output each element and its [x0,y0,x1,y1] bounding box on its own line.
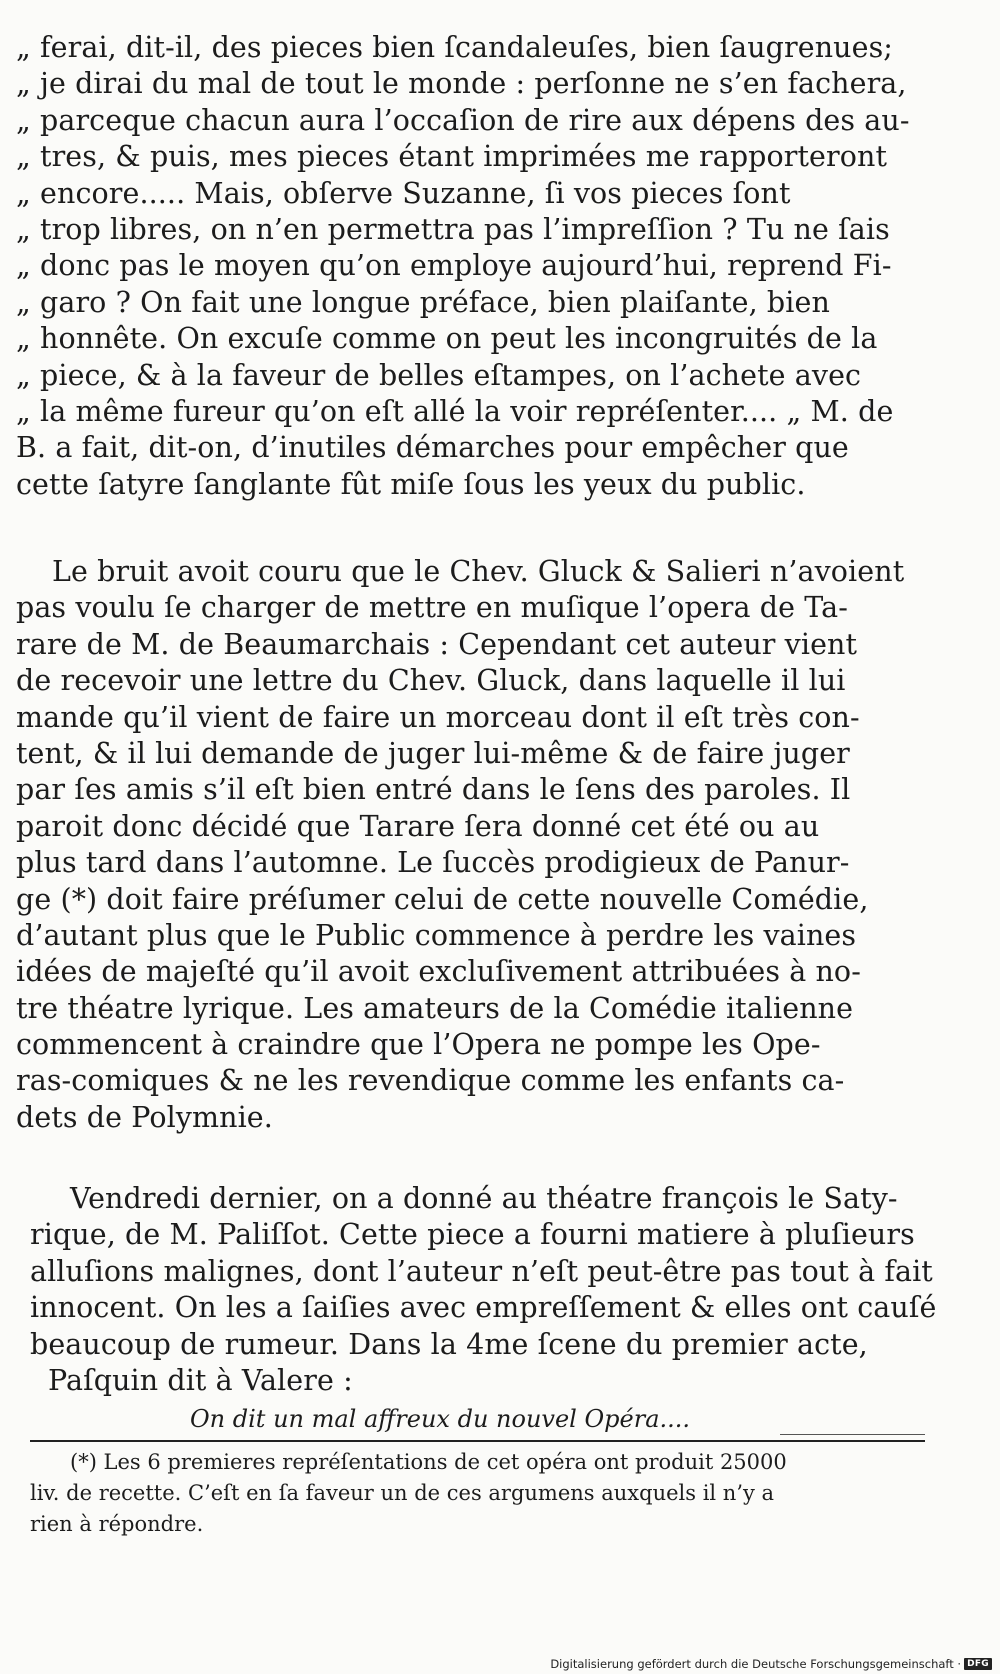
text-line: „ garo ? On fait une longue préface, bien plaiſante, bien [16,285,830,319]
text-line: Paſquin dit à Valere : [48,1363,353,1397]
text-line: rique, de M. Paliſſot. Cette piece a fourni matiere à pluſieurs [30,1218,915,1252]
paragraph-2 [16,554,916,1136]
text-line: B. a fait, dit-on, d’inutiles démarches pour empêcher que [16,431,849,465]
text-line: „ parceque chacun aura l’occaſion de rire aux dépens des au- [16,103,910,137]
text-line: dets de Polymnie. [16,1100,273,1134]
credit-text: Digitalisierung gefördert durch die Deutsche Forschungsgemeinschaft · [550,1657,962,1671]
text-line: paroit donc décidé que Tarare ſera donné cet été ou au [16,809,820,843]
text-line: innocent. On les a ſaiſies avec empreſſement & elles ont cauſé [30,1291,937,1325]
quote-rule [780,1434,925,1435]
text-line: „ je dirai du mal de tout le monde : perſonne ne s’en fachera, [16,67,907,101]
paragraph-3 [30,1181,937,1399]
text-line: „ ferai, dit-il, des pieces bien ſcandaleuſes, bien ſaugrenues; [16,31,894,64]
text-line: beaucoup de rumeur. Dans la 4me ſcene du premier acte, [30,1327,868,1361]
text-line: Le bruit avoit couru que le Chev. Gluck & Salieri n’avoient [52,555,905,588]
text-line: „ tres, & puis, mes pieces étant imprimées me rapporteront [16,140,887,174]
text-line: „ piece, & à la faveur de belles eſtampes, on l’achete avec [16,358,862,392]
footnote-line: (*) Les 6 premieres repréſentations de cet opéra ont produit 25000 [70,1450,787,1474]
text-line: alluſions malignes, dont l’auteur n’eſt peut-être pas tout à fait [30,1254,933,1288]
text-line: plus tard dans l’automne. Le ſuccès prodigieux de Panur- [16,846,850,880]
text-line: pas voulu ſe charger de mettre en muſique l’opera de Ta- [16,591,848,625]
text-line: par ſes amis s’il eſt bien entré dans le ſens des paroles. Il [16,773,851,807]
text-line: „ trop libres, on n’en permettra pas l’impreſſion ? Tu ne ſais [16,212,890,246]
text-line: Vendredi dernier, on a donné au théatre françois le Saty- [70,1182,898,1215]
verse-quote: On dit un mal affreux du nouvel Opéra.... [190,1405,691,1433]
footnote-line: rien à répondre. [30,1512,204,1536]
text-line: de recevoir une lettre du Chev. Gluck, dans laquelle il lui [16,664,846,698]
text-line: mande qu’il vient de faire un morceau dont il eſt très con- [16,700,860,734]
text-line: d’autant plus que le Public commence à perdre les vaines [16,918,857,952]
paragraph-1 [16,30,916,503]
text-line: „ donc pas le moyen qu’on employe aujourd’hui, reprend Fi- [16,249,892,283]
text-line: ras-comiques & ne les revendique comme les enfants ca- [16,1064,845,1098]
text-line: idées de majeſté qu’il avoit excluſivement attribuées à no- [16,955,861,989]
digitization-credit [550,1657,992,1671]
text-line: tre théatre lyrique. Les amateurs de la Comédie italienne [16,991,854,1025]
footnote [30,1447,935,1540]
text-line: cette ſatyre ſanglante fût miſe ſous les yeux du public. [16,467,806,501]
text-line: „ honnête. On excuſe comme on peut les incongruités de la [16,322,878,356]
footnote-line: liv. de recette. C’eſt en ſa faveur un de ces argumens auxquels il n’y a [30,1481,775,1505]
dfg-logo: DFG [964,1658,992,1670]
text-line: rare de M. de Beaumarchais : Cependant cet auteur vient [16,627,858,661]
footnote-divider [30,1440,925,1442]
text-line: „ la même fureur qu’on eſt allé la voir repréſenter.... „ M. de [16,394,894,428]
text-line: tent, & il lui demande de juger lui-même & de faire juger [16,736,850,770]
text-line: „ encore..... Mais, obſerve Suzanne, ſi vos pieces ſont [16,176,791,210]
text-line: commencent à craindre que l’Opera ne pompe les Ope- [16,1028,821,1062]
text-line: ge (*) doit faire préſumer celui de cette nouvelle Comédie, [16,882,869,916]
